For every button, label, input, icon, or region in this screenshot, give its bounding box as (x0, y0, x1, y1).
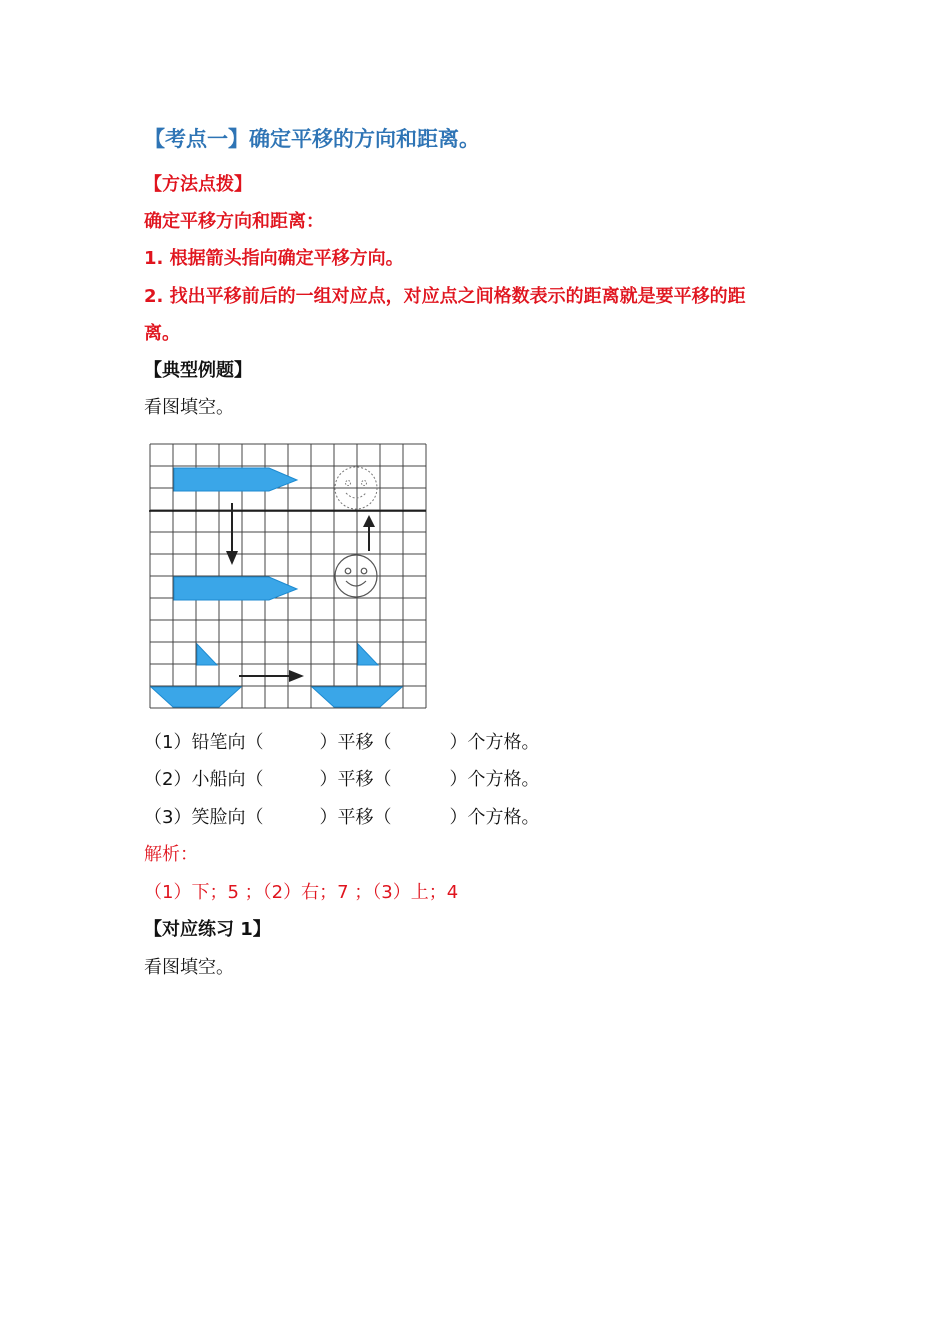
arrow-right-icon (239, 670, 304, 682)
translation-grid-figure (149, 443, 427, 711)
pencil-moved-shape (174, 577, 297, 600)
practice-instruction: 看图填空。 (144, 957, 234, 978)
practice-heading: 【对应练习 1】 (144, 919, 271, 940)
question-3: （3）笑脸向（ ）平移（ ）个方格。 (144, 807, 540, 828)
question-2: （2）小船向（ ）平移（ ）个方格。 (144, 769, 540, 790)
method-intro: 确定平移方向和距离： (144, 211, 324, 232)
example-instruction: 看图填空。 (144, 397, 234, 418)
pencil-shape (174, 468, 297, 491)
analysis-answer: （1）下；5 ；（2）右；7 ；（3）上；4 (144, 882, 459, 903)
method-step-2-line-2: 离。 (144, 323, 180, 344)
question-1: （1）铅笔向（ ）平移（ ）个方格。 (144, 732, 540, 753)
analysis-label: 解析： (144, 844, 198, 865)
arrow-down-icon (226, 503, 238, 565)
example-heading: 【典型例题】 (144, 360, 252, 381)
section-title: 【考点一】确定平移的方向和距离。 (144, 127, 480, 151)
method-step-2-line-1: 2. 找出平移前后的一组对应点，对应点之间格数表示的距离就是要平移的距 (144, 286, 746, 307)
method-heading: 【方法点拨】 (144, 174, 252, 195)
method-step-1: 1. 根据箭头指向确定平移方向。 (144, 248, 404, 269)
arrow-up-icon (363, 515, 375, 551)
